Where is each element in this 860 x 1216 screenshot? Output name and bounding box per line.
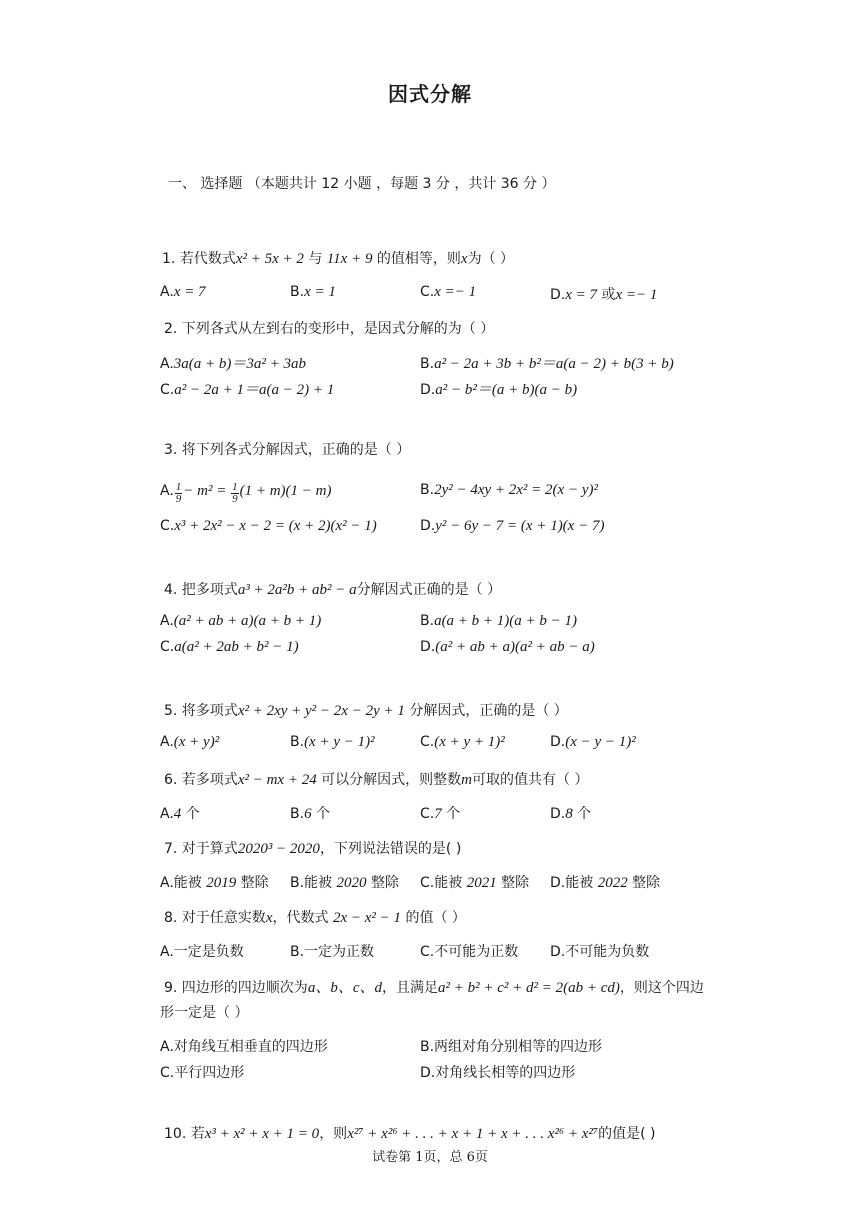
question-10-stem: 10. 若x³ + x² + x + 1 = 0，则x²⁷ + x²⁶ + . . . + x + 1 + x + . . . x²⁶ + x²⁷的值是( ): [164, 1126, 656, 1142]
question-4-option-c[interactable]: C.a(a² + 2ab + b² − 1): [160, 639, 299, 655]
question-6-option-c[interactable]: C.7 个: [420, 806, 461, 822]
question-1-option-a[interactable]: A.x = 7: [160, 284, 206, 300]
question-9-option-d[interactable]: D.对角线长相等的四边形: [420, 1065, 576, 1081]
question-8-option-a[interactable]: A.一定是负数: [160, 944, 244, 960]
question-7-option-a[interactable]: A.能被 2019 整除: [160, 875, 269, 891]
section-heading: 一、 选择题 （本题共计 12 小题 ，每题 3 分 ，共计 36 分 ）: [168, 176, 556, 192]
question-7-option-d[interactable]: D.能被 2022 整除: [550, 875, 661, 891]
question-1-option-d[interactable]: D.x = 7 或x =− 1: [550, 287, 658, 303]
question-3-stem: 3. 将下列各式分解因式，正确的是（ ）: [164, 442, 411, 458]
question-7-stem: 7. 对于算式2020³ − 2020，下列说法错误的是( ): [164, 841, 462, 857]
question-8-option-b[interactable]: B.一定为正数: [290, 944, 375, 960]
question-4-option-d[interactable]: D.(a² + ab + a)(a² + ab − a): [420, 639, 595, 655]
question-9-option-c[interactable]: C.平行四边形: [160, 1065, 245, 1081]
question-2-option-c[interactable]: C.a² − 2a + 1＝a(a − 2) + 1: [160, 382, 335, 398]
question-2-stem: 2. 下列各式从左到右的变形中，是因式分解的为（ ）: [164, 321, 495, 337]
question-5-option-a[interactable]: A.(x + y)²: [160, 734, 220, 750]
page-footer: 试卷第 1页，总 6页: [372, 1150, 488, 1165]
question-2-option-d[interactable]: D.a² − b²＝(a + b)(a − b): [420, 382, 578, 398]
question-4-option-b[interactable]: B.a(a + b + 1)(a + b − 1): [420, 613, 578, 629]
fraction-one-ninth-rhs: $\frac{1}{9}$: [232, 481, 238, 505]
question-3-option-d[interactable]: D.y² − 6y − 7 = (x + 1)(x − 7): [420, 518, 605, 534]
page-title: 因式分解: [388, 82, 472, 106]
question-7-option-c[interactable]: C.能被 2021 整除: [420, 875, 530, 891]
question-5-option-b[interactable]: B.(x + y − 1)²: [290, 734, 375, 750]
question-5-option-d[interactable]: D.(x − y − 1)²: [550, 734, 636, 750]
question-8-option-c[interactable]: C.不可能为正数: [420, 944, 519, 960]
question-1-option-c[interactable]: C.x =− 1: [420, 284, 477, 300]
question-8-option-d[interactable]: D.不可能为负数: [550, 944, 650, 960]
question-7-option-b[interactable]: B.能被 2020 整除: [290, 875, 399, 891]
question-2-option-a[interactable]: A.3a(a + b)＝3a² + 3ab: [160, 356, 307, 372]
question-9-stem: 9. 四边形的四边顺次为a、b、c、d，且满足a² + b² + c² + d² = 2(ab + cd)，则这个四边: [164, 980, 704, 996]
question-4-option-a[interactable]: A.(a² + ab + a)(a + b + 1): [160, 613, 322, 629]
fraction-one-ninth: $\frac{1}{9}$: [175, 481, 182, 505]
question-8-stem: 8. 对于任意实数x，代数式 2x − x² − 1 的值（ ）: [164, 910, 466, 926]
question-6-stem: 6. 若多项式x² − mx + 24 可以分解因式，则整数m可取的值共有（ ）: [164, 772, 589, 788]
question-6-option-b[interactable]: B.6 个: [290, 806, 331, 822]
question-6-option-a[interactable]: A.4 个: [160, 806, 200, 822]
question-3-option-b[interactable]: B.2y² − 4xy + 2x² = 2(x − y)²: [420, 482, 598, 498]
question-3-option-a[interactable]: A. $\frac{1}{9}$ − m² = $\frac{1}{9}$ (1 + m)(1 − m): [160, 481, 332, 505]
question-9-option-b[interactable]: B.两组对角分别相等的四边形: [420, 1039, 603, 1055]
question-1-option-b[interactable]: B.x = 1: [290, 284, 336, 300]
question-9-stem-line2: 形一定是（ ）: [160, 1005, 249, 1021]
question-2-option-b[interactable]: B.a² − 2a + 3b + b²＝a(a − 2) + b(3 + b): [420, 356, 674, 372]
question-3-option-c[interactable]: C.x³ + 2x² − x − 2 = (x + 2)(x² − 1): [160, 518, 377, 534]
question-4-stem: 4. 把多项式a³ + 2a²b + ab² − a分解因式正确的是（ ）: [164, 582, 502, 598]
question-5-stem: 5. 将多项式x² + 2xy + y² − 2x − 2y + 1 分解因式，正确的是（ ）: [164, 703, 568, 719]
question-6-option-d[interactable]: D.8 个: [550, 806, 592, 822]
question-9-option-a[interactable]: A.对角线互相垂直的四边形: [160, 1039, 328, 1055]
question-1-stem: 1. 若代数式x² + 5x + 2 与 11x + 9 的值相等，则x为（ ）: [162, 251, 515, 267]
question-5-option-c[interactable]: C.(x + y + 1)²: [420, 734, 505, 750]
